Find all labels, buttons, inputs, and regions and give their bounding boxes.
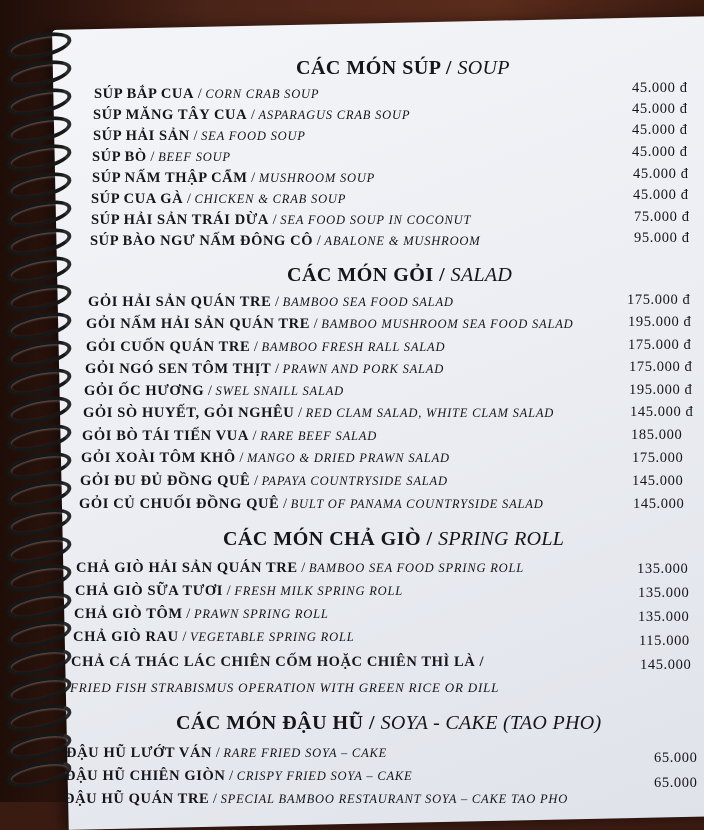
menu-item: SÚP BÀO NGƯ NẤM ĐÔNG CÔ / ABALONE & MUSHROOM xyxy=(90,233,481,249)
item-price: 45.000 đ xyxy=(633,166,689,182)
menu-item: GỎI ỐC HƯƠNG / SWEL SNAILL SALAD xyxy=(84,383,344,399)
item-price: 145.000 xyxy=(632,473,684,489)
menu-item: ĐẬU HŨ LƯỚT VÁN / RARE FRIED SOYA – CAKE xyxy=(66,745,388,761)
item-description-continued: FRIED FISH STRABISMUS OPERATION WITH GREEN RICE OR DILL xyxy=(70,680,500,695)
item-price: 45.000 đ xyxy=(632,101,688,117)
menu-item: ĐẬU HŨ QUÁN TRE / SPECIAL BAMBOO RESTAURANT SOYA – CAKE TAO PHO xyxy=(64,791,569,807)
menu-item: SÚP CUA GÀ / CHICKEN & CRAB SOUP xyxy=(91,191,347,207)
item-price: 75.000 đ xyxy=(634,209,690,225)
item-price: 45.000 đ xyxy=(632,80,688,96)
menu-item: CHẢ GIÒ TÔM / PRAWN SPRING ROLL xyxy=(74,606,329,622)
menu-item: CHẢ GIÒ SỮA TƯƠI / FRESH MILK SPRING ROLL xyxy=(75,583,403,599)
section-title-spring-roll: CÁC MÓN CHẢ GIÒ / SPRING ROLL xyxy=(223,528,565,550)
menu-item: CHẢ GIÒ RAU / VEGETABLE SPRING ROLL xyxy=(73,629,355,645)
item-price: 135.000 xyxy=(638,609,690,625)
item-price: 45.000 đ xyxy=(632,144,688,160)
menu-item: ĐẬU HŨ CHIÊN GIÒN / CRISPY FRIED SOYA – CAKE xyxy=(65,768,413,784)
menu-item: SÚP HẢI SẢN TRÁI DỪA / SEA FOOD SOUP IN COCONUT xyxy=(91,212,472,228)
menu-item: SÚP MĂNG TÂY CUA / ASPARAGUS CRAB SOUP xyxy=(93,107,411,123)
menu-item: SÚP HẢI SẢN / SEA FOOD SOUP xyxy=(93,128,306,144)
item-price: 135.000 xyxy=(638,585,690,601)
menu-item: CHẢ CÁ THÁC LÁC CHIÊN CỐM HOẶC CHIÊN THÌ LÀ / xyxy=(71,654,485,670)
item-price: 65.000 xyxy=(654,750,698,766)
item-price: 95.000 đ xyxy=(634,230,690,246)
menu-item: SÚP BÒ / BEEF SOUP xyxy=(92,149,231,165)
menu-item: SÚP NẤM THẬP CẨM / MUSHROOM SOUP xyxy=(92,170,376,186)
item-price: 175.000 đ xyxy=(627,292,691,308)
item-price: 145.000 xyxy=(640,657,692,673)
item-price: 185.000 xyxy=(631,427,683,443)
item-price: 115.000 xyxy=(639,633,690,649)
item-price: 65.000 xyxy=(654,775,698,791)
menu-item: GỎI XOÀI TÔM KHÔ / MANGO & DRIED PRAWN SALAD xyxy=(81,450,450,466)
item-price: 145.000 đ xyxy=(630,404,694,420)
item-price: 45.000 đ xyxy=(632,122,688,138)
menu-item: GỎI SÒ HUYẾT, GỎI NGHÊU / RED CLAM SALAD, WHITE CLAM SALAD xyxy=(83,405,555,421)
item-price: 175.000 xyxy=(632,450,684,466)
menu-item: GỎI BÒ TÁI TIẾN VUA / RARE BEEF SALAD xyxy=(82,428,378,444)
item-price: 175.000 đ xyxy=(628,337,692,353)
menu-item: GỎI ĐU ĐỦ ĐỒNG QUÊ / PAPAYA COUNTRYSIDE SALAD xyxy=(80,473,448,489)
section-title-soya-cake: CÁC MÓN ĐẬU HŨ / SOYA - CAKE (TAO PHO) xyxy=(176,712,602,734)
item-price: 45.000 đ xyxy=(633,187,689,203)
menu-item: GỎI NẤM HẢI SẢN QUÁN TRE / BAMBOO MUSHROOM SEA FOOD SALAD xyxy=(86,316,574,332)
section-title-salad: CÁC MÓN GỎI / SALAD xyxy=(287,264,513,286)
menu-item: GỎI CUỐN QUÁN TRE / BAMBOO FRESH RALL SALAD xyxy=(86,339,446,355)
item-price: 175.000 đ xyxy=(629,359,693,375)
menu-item: GỎI CỦ CHUỐI ĐỒNG QUÊ / BULT OF PANAMA COUNTRYSIDE SALAD xyxy=(79,496,544,512)
menu-item: CHẢ GIÒ HẢI SẢN QUÁN TRE / BAMBOO SEA FOOD SPRING ROLL xyxy=(76,560,524,576)
item-price: 145.000 xyxy=(633,496,685,512)
menu-item: GỎI NGÓ SEN TÔM THỊT / PRAWN AND PORK SALAD xyxy=(85,361,445,377)
item-price: 135.000 xyxy=(637,561,689,577)
item-price: 195.000 đ xyxy=(629,382,693,398)
menu-item: SÚP BẮP CUA / CORN CRAB SOUP xyxy=(94,86,320,102)
section-title-soup: CÁC MÓN SÚP / SOUP xyxy=(296,57,510,79)
menu-item: GỎI HẢI SẢN QUÁN TRE / BAMBOO SEA FOOD SALAD xyxy=(88,294,454,310)
item-price: 195.000 đ xyxy=(628,314,692,330)
